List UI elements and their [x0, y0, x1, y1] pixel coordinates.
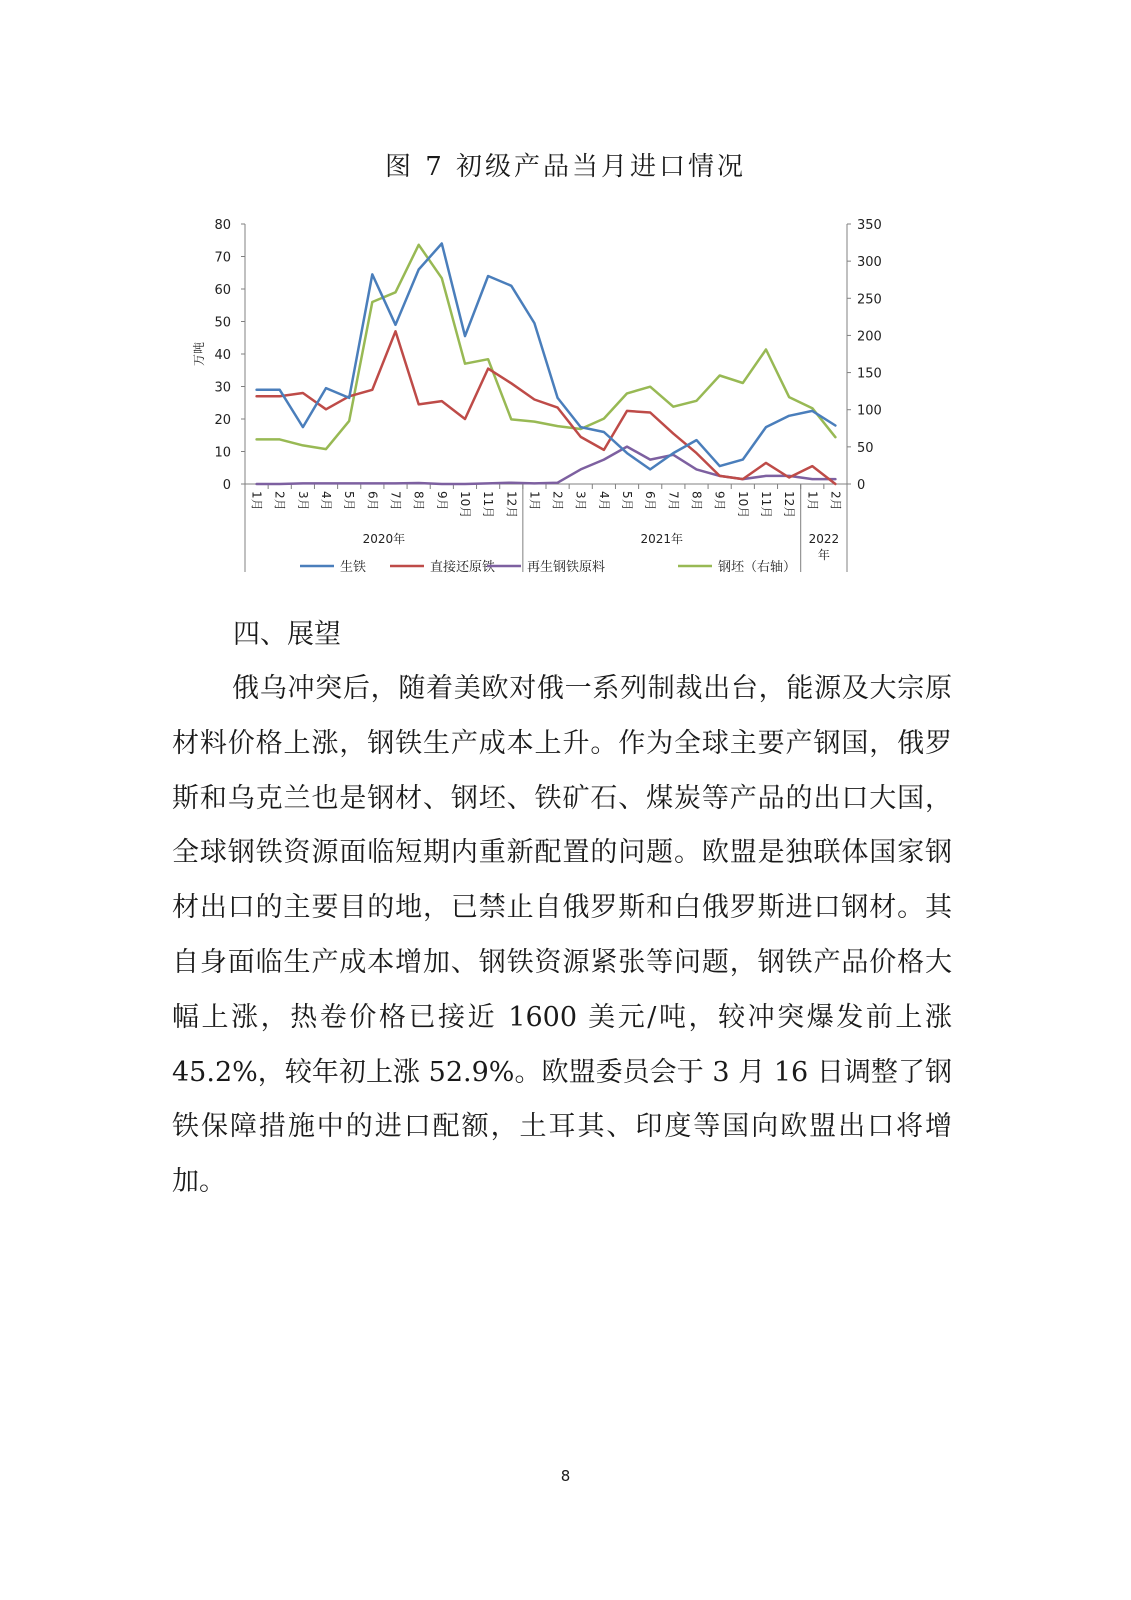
- left-tick-label: 20: [214, 413, 231, 428]
- year-label: 2021年: [640, 532, 684, 546]
- x-tick-label: 12月: [504, 491, 519, 519]
- x-tick-label: 11月: [481, 491, 496, 519]
- right-tick-label: 200: [857, 329, 882, 345]
- x-tick-label: 3月: [295, 491, 310, 511]
- left-tick-label: 0: [222, 478, 231, 493]
- x-tick-label: 3月: [573, 491, 588, 511]
- x-tick-label: 6月: [643, 491, 658, 511]
- right-tick-label: 300: [857, 255, 882, 271]
- x-tick-label: 8月: [689, 491, 704, 511]
- year-label-suffix: 年: [817, 548, 830, 562]
- right-tick-label: 50: [857, 440, 874, 456]
- x-tick-label: 9月: [712, 491, 727, 511]
- x-tick-label: 7月: [666, 491, 681, 511]
- left-tick-label: 60: [214, 283, 231, 298]
- x-tick-label: 9月: [434, 491, 449, 511]
- right-tick-label: 0: [857, 478, 866, 493]
- section-heading: 四、展望: [233, 619, 341, 650]
- x-tick-label: 1月: [805, 491, 820, 511]
- legend-label: 直接还原铁: [430, 560, 496, 575]
- x-tick-label: 10月: [457, 491, 472, 519]
- right-tick-label: 100: [857, 403, 882, 419]
- x-tick-label: 1月: [249, 491, 264, 511]
- series-line-left-axis: [257, 244, 836, 470]
- left-tick-label: 30: [214, 380, 231, 396]
- right-tick-label: 150: [857, 366, 882, 382]
- x-tick-label: 8月: [411, 491, 426, 511]
- x-tick-label: 5月: [620, 491, 635, 511]
- left-tick-label: 70: [214, 250, 231, 266]
- x-tick-label: 10月: [735, 491, 750, 519]
- legend-label: 生铁: [340, 560, 367, 575]
- left-tick-label: 10: [214, 445, 231, 461]
- x-tick-label: 5月: [342, 491, 357, 511]
- y-axis-label: 万吨: [192, 341, 206, 367]
- x-tick-label: 11月: [758, 491, 773, 519]
- legend-label: 钢坯（右轴）: [718, 560, 797, 575]
- x-tick-label: 4月: [319, 491, 334, 511]
- x-tick-label: 12月: [782, 491, 797, 519]
- year-label: 2022: [808, 532, 840, 546]
- right-tick-label: 350: [857, 218, 882, 233]
- body-paragraph: 俄乌冲突后，随着美欧对俄一系列制裁出台，能源及大宗原材料价格上涨，钢铁生产成本上升。作为全球主要产钢国，俄罗斯和乌克兰也是钢材、钢坯、铁矿石、煤炭等产品的出口大国，全球钢铁资源面临短期内重新配置的问题。欧盟是独联体国家钢材出口的主要目的地，已禁止自俄罗斯和白俄罗斯进口钢材。其自身面临生产成本增加、钢铁资源紧张等问题，钢铁产品价格大幅上涨，热卷价格已接近 1600 美元/吨，较冲突爆发前上涨 45.2%，较年初上涨 52.9%。欧盟委员会于 3 月 16 日调整了钢铁保障措施中的进口配额，土耳其、印度等国向欧盟出口将增加。: [172, 673, 952, 1198]
- series-line-right-axis: [257, 245, 836, 449]
- x-tick-label: 6月: [365, 491, 380, 511]
- page-number: 8: [560, 1467, 571, 1485]
- left-tick-label: 40: [214, 348, 231, 363]
- x-tick-label: 1月: [527, 491, 542, 511]
- x-tick-label: 2月: [550, 491, 565, 511]
- left-tick-label: 50: [214, 315, 231, 331]
- legend-label: 再生钢铁原料: [527, 560, 606, 575]
- right-tick-label: 250: [857, 292, 882, 308]
- series-line-left-axis: [257, 331, 836, 484]
- x-tick-label: 2月: [272, 491, 287, 511]
- x-tick-label: 7月: [388, 491, 403, 511]
- figure-title: 图 7 初级产品当月进口情况: [384, 152, 747, 182]
- import-line-chart: [185, 212, 885, 582]
- x-tick-label: 2月: [828, 491, 843, 511]
- year-label: 2020年: [362, 532, 406, 546]
- x-tick-label: 4月: [596, 491, 611, 511]
- left-tick-label: 80: [214, 218, 231, 233]
